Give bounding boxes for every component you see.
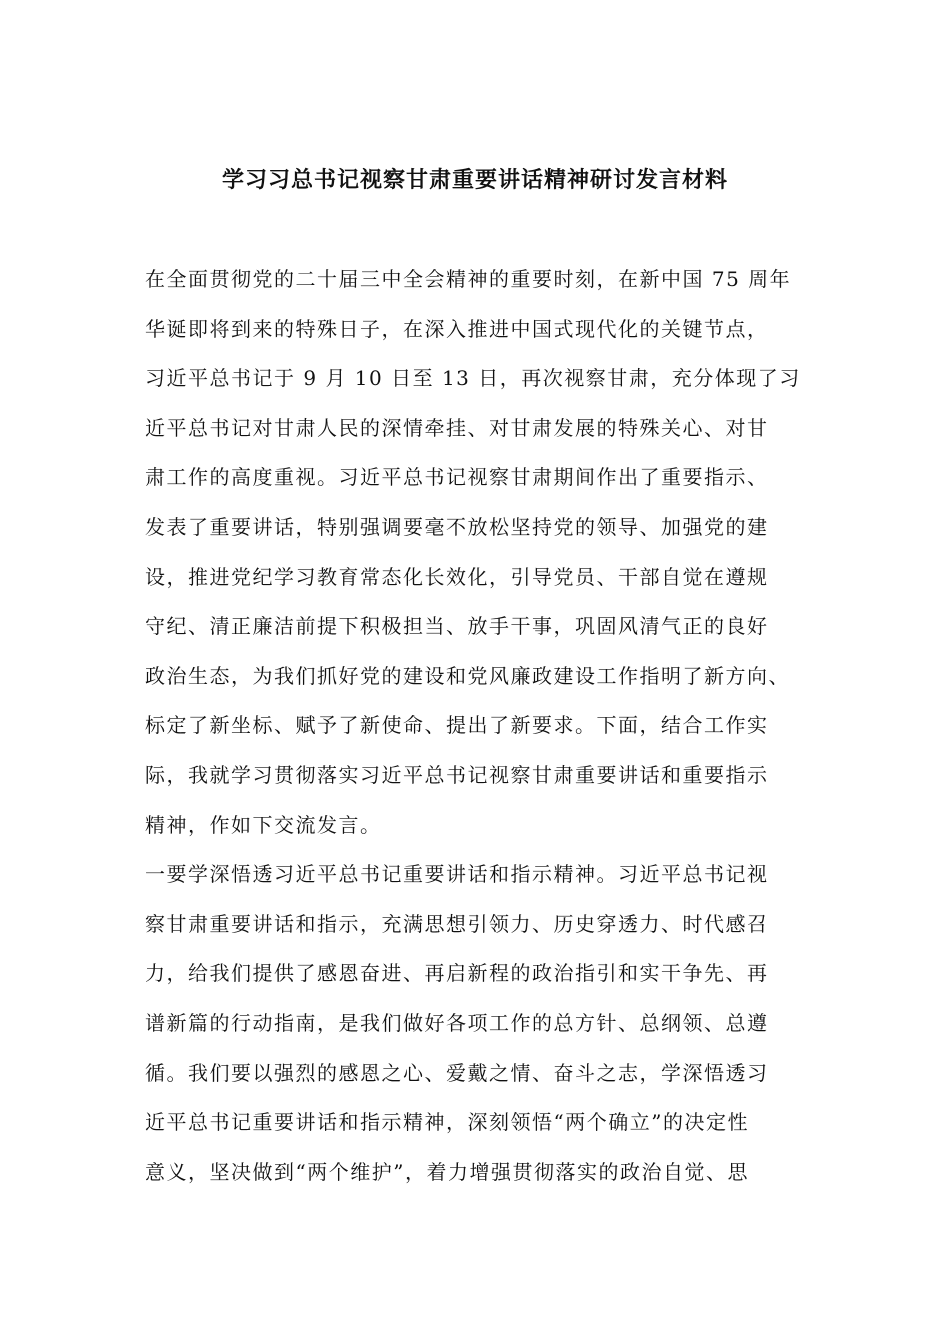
body-line: 循。我们要以强烈的感恩之心、爱戴之情、奋斗之志，学深悟透习 <box>145 1060 769 1085</box>
body-line: 近平总书记对甘肃人民的深情牵挂、对甘肃发展的特殊关心、对甘 <box>145 415 769 440</box>
body-line: 意义，坚决做到“两个维护”，着力增强贯彻落实的政治自觉、思 <box>145 1159 749 1184</box>
body-line: 一要学深悟透习近平总书记重要讲话和指示精神。习近平总书记视 <box>145 862 769 887</box>
body-line: 守纪、清正廉洁前提下积极担当、放手干事，巩固风清气正的良好 <box>145 614 769 639</box>
body-line: 发表了重要讲话，特别强调要毫不放松坚持党的领导、加强党的建 <box>145 514 769 539</box>
body-line: 察甘肃重要讲话和指示，充满思想引领力、历史穿透力、时代感召 <box>145 911 769 936</box>
body-line: 谱新篇的行动指南，是我们做好各项工作的总方针、总纲领、总遵 <box>145 1010 769 1035</box>
body-line: 精神，作如下交流发言。 <box>145 812 382 837</box>
body-line: 华诞即将到来的特殊日子，在深入推进中国式现代化的关键节点， <box>145 316 769 341</box>
body-line: 肃工作的高度重视。习近平总书记视察甘肃期间作出了重要指示、 <box>145 465 769 490</box>
body-line: 习近平总书记于 9 月 10 日至 13 日，再次视察甘肃，充分体现了习 <box>145 366 801 391</box>
body-line: 力，给我们提供了感恩奋进、再启新程的政治指引和实干争先、再 <box>145 961 769 986</box>
document-title: 学习习总书记视察甘肃重要讲话精神研讨发言材料 <box>221 167 728 193</box>
body-line: 政治生态，为我们抓好党的建设和党风廉政建设工作指明了新方向、 <box>145 663 790 688</box>
body-line: 标定了新坐标、赋予了新使命、提出了新要求。下面，结合工作实 <box>145 713 769 738</box>
body-line: 近平总书记重要讲话和指示精神，深刻领悟“两个确立”的决定性 <box>145 1110 749 1135</box>
body-line: 际，我就学习贯彻落实习近平总书记视察甘肃重要讲话和重要指示 <box>145 762 769 787</box>
body-line: 在全面贯彻党的二十届三中全会精神的重要时刻，在新中国 75 周年 <box>145 267 792 291</box>
body-line: 设，推进党纪学习教育常态化长效化，引导党员、干部自觉在遵规 <box>145 564 769 589</box>
document-body <box>145 255 845 1197</box>
